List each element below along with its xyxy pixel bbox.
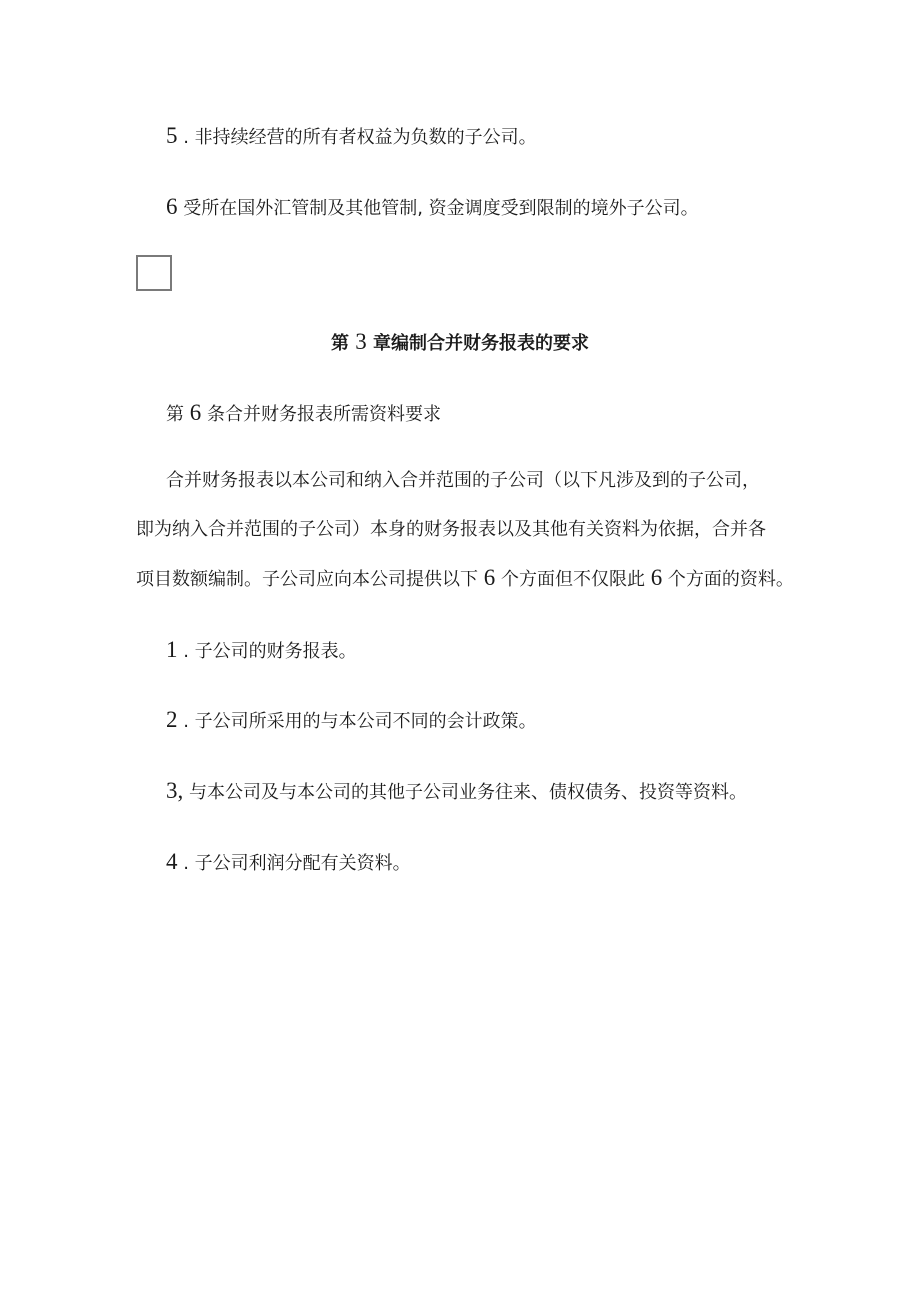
paragraph-text: 项目数额编制。子公司应向本公司提供以下	[136, 569, 484, 590]
list-item-3	[166, 779, 747, 805]
paragraph-line-2: 即为纳入合并范围的子公司）本身的财务报表以及其他有关资料为依据，合并各	[136, 519, 766, 540]
list-item-text: 与本公司及与本公司的其他子公司业务往来、债权债务、投资等资料。	[183, 782, 747, 803]
list-item-1	[166, 638, 357, 664]
paragraph-text: 个方面但不仅限此	[495, 569, 651, 590]
list-item-text: . 子公司所采用的与本公司不同的会计政策。	[177, 711, 537, 732]
article-number: 6	[189, 400, 202, 425]
paragraph-line-3	[136, 566, 794, 592]
paragraph-line-1: 合并财务报表以本公司和纳入合并范围的子公司（以下凡涉及到的子公司，	[166, 470, 760, 491]
paragraph-number: 6	[483, 565, 496, 590]
list-item-5	[166, 124, 537, 150]
chapter-prefix: 第	[330, 333, 356, 354]
list-item-number: 4	[166, 849, 178, 874]
list-item-text: . 子公司利润分配有关资料。	[177, 853, 411, 874]
article-suffix: 条合并财务报表所需资料要求	[201, 404, 441, 425]
chapter-number: 3	[355, 329, 367, 354]
list-item-4	[166, 850, 411, 876]
chapter-title	[0, 330, 920, 356]
chapter-suffix: 章编制合并财务报表的要求	[366, 333, 590, 354]
list-item-number: 1	[166, 637, 178, 662]
article-prefix: 第	[166, 404, 190, 425]
list-item-number: 5	[166, 123, 178, 148]
list-item-2	[166, 708, 537, 734]
list-item-text: 受所在国外汇管制及其他管制, 资金调度受到限制的境外子公司。	[177, 198, 699, 219]
paragraph-number: 6	[650, 565, 663, 590]
list-item-number: 6	[166, 194, 178, 219]
paragraph-text: 个方面的资料。	[662, 569, 794, 590]
list-item-text: . 非持续经营的所有者权益为负数的子公司。	[177, 127, 537, 148]
article-title	[166, 401, 441, 427]
list-item-6	[166, 195, 699, 221]
list-item-number: 3,	[166, 778, 184, 803]
checkbox-square[interactable]	[136, 255, 172, 291]
list-item-text: . 子公司的财务报表。	[177, 641, 357, 662]
list-item-number: 2	[166, 707, 178, 732]
